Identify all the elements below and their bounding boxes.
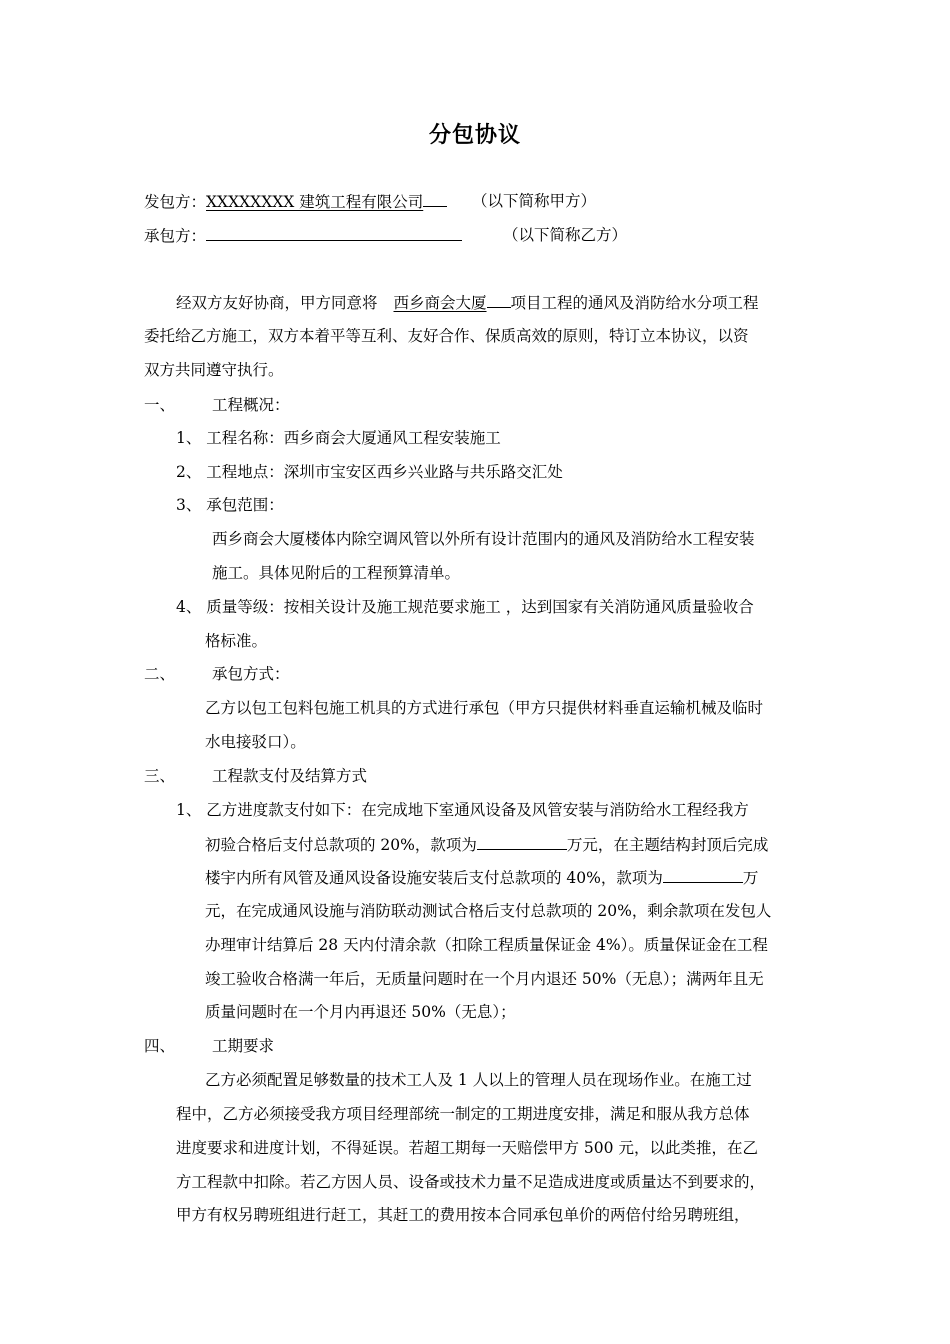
- contractor-name: XXXXXXXX 建筑工程有限公司: [206, 193, 424, 211]
- s1-item-1: 1、 工程名称：西乡商会大厦通风工程安装施工: [176, 429, 501, 447]
- s4-line-5: 甲方有权另聘班组进行赶工，其赶工的费用按本合同承包单价的两倍付给另聘班组，: [176, 1206, 750, 1224]
- intro-line-3: 双方共同遵守执行。: [144, 361, 284, 379]
- s3-line-3-text-b: 万: [742, 869, 759, 887]
- section-2-number: 二、: [144, 665, 176, 683]
- document-title: 分包协议: [428, 123, 521, 148]
- s1-item-3-line-2: 施工。具体见附后的工程预算清单。: [212, 564, 461, 582]
- contractor-note: （以下简称甲方）: [472, 192, 597, 210]
- contractor-label: 发包方：: [144, 193, 207, 211]
- s4-line-3: 进度要求和进度计划，不得延误。若超工期每一天赔偿甲方 500 元，以此类推，在乙: [176, 1139, 758, 1157]
- s1-item-4-line-1: 4、 质量等级：按相关设计及施工规范要求施工 ，达到国家有关消防通风质量验收合: [176, 598, 754, 616]
- s3-line-3: [205, 867, 758, 888]
- project-name: 西乡商会大厦: [393, 294, 487, 312]
- s4-line-4: 方工程款中扣除。若乙方因人员、设备或技术力量不足造成进度或质量达不到要求的，: [176, 1173, 766, 1191]
- s2-line-2: 水电接驳口）。: [205, 733, 306, 751]
- intro-line-1: [176, 292, 759, 313]
- section-1-heading: 工程概况：: [212, 396, 290, 414]
- s3-line-5: 办理审计结算后 28 天内付清余款（扣除工程质量保证金 4%）。质量保证金在工程: [205, 936, 768, 954]
- section-4-heading: 工期要求: [212, 1037, 275, 1055]
- section-1-number: 一、: [144, 396, 176, 414]
- s3-line-2-text-a: 初验合格后支付总款项的 20%，款项为: [205, 836, 477, 854]
- section-2-heading: 承包方式：: [212, 665, 290, 683]
- s4-line-2: 程中，乙方必须接受我方项目经理部统一制定的工期进度安排，满足和服从我方总体: [176, 1105, 750, 1123]
- subcontractor-line: [144, 225, 462, 246]
- s1-item-2: 2、 工程地点：深圳市宝安区西乡兴业路与共乐路交汇处: [176, 463, 563, 481]
- intro-text-a: 经双方友好协商，甲方同意将: [176, 294, 378, 312]
- s3-line-4: 元，在完成通风设施与消防联动测试合格后支付总款项的 20%，剩余款项在发包人: [205, 902, 772, 920]
- s2-line-1: 乙方以包工包料包施工机具的方式进行承包（甲方只提供材料垂直运输机械及临时: [205, 699, 764, 717]
- amount-blank-2: [663, 867, 743, 883]
- subcontractor-blank: [206, 225, 462, 241]
- intro-text-b: 项目工程的通风及消防给水分项工程: [510, 294, 759, 312]
- contractor-underline: [423, 191, 447, 207]
- s1-item-3: 3、 承包范围：: [176, 496, 284, 514]
- section-3-number: 三、: [144, 767, 176, 785]
- s3-line-3-text-a: 楼宇内所有风管及通风设备设施安装后支付总款项的 40%，款项为: [205, 869, 663, 887]
- s1-item-3-line-1: 西乡商会大厦楼体内除空调风管以外所有设计范围内的通风及消防给水工程安装: [212, 530, 755, 548]
- s3-line-2-text-b: 万元，在主题结构封顶后完成: [566, 836, 769, 854]
- subcontractor-note: （以下简称乙方）: [503, 226, 628, 244]
- s3-line-7: 质量问题时在一个月内再退还 50%（无息）；: [205, 1003, 516, 1021]
- s3-line-2: [205, 834, 768, 855]
- subcontractor-label: 承包方：: [144, 227, 207, 245]
- amount-blank-1: [477, 834, 567, 850]
- s1-item-4-line-2: 格标准。: [205, 632, 268, 650]
- section-3-heading: 工程款支付及结算方式: [212, 767, 368, 785]
- contractor-line: [144, 191, 447, 212]
- section-4-number: 四、: [144, 1037, 176, 1055]
- project-underline: [487, 292, 511, 308]
- s3-line-1: 1、 乙方进度款支付如下：在完成地下室通风设备及风管安装与消防给水工程经我方: [176, 801, 749, 819]
- intro-line-2: 委托给乙方施工，双方本着平等互利、友好合作、保质高效的原则，特订立本协议，以资: [144, 327, 749, 345]
- s3-line-6: 竣工验收合格满一年后，无质量问题时在一个月内退还 50%（无息）；满两年且无: [205, 970, 764, 988]
- s4-line-1: 乙方必须配置足够数量的技术工人及 1 人以上的管理人员在现场作业。在施工过: [205, 1071, 752, 1089]
